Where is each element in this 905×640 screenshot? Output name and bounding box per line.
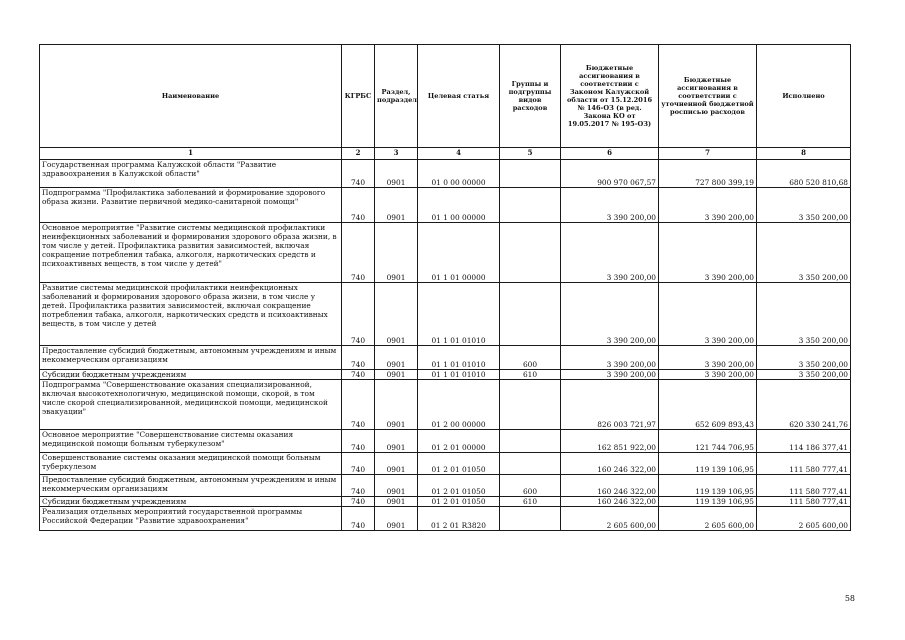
- kgrbs-cell: 740: [342, 370, 375, 380]
- expense-group-cell: [500, 507, 561, 531]
- executed-cell: 3 350 200,00: [757, 188, 851, 223]
- row-name: Предоставление субсидий бюджетным, автономным учреждениям и иным некоммерческим организациям: [40, 346, 342, 370]
- target-article-cell: 01 2 01 01050: [418, 497, 500, 507]
- section-cell: 0901: [375, 380, 418, 430]
- executed-cell: 620 330 241,76: [757, 380, 851, 430]
- section-cell: 0901: [375, 346, 418, 370]
- table-row: [40, 430, 851, 453]
- section-cell: 0901: [375, 453, 418, 475]
- target-article-cell: 01 1 01 00000: [418, 223, 500, 283]
- row-name: Предоставление субсидий бюджетным, автономным учреждениям и иным некоммерческим организациям: [40, 475, 342, 497]
- table-row: [40, 188, 851, 223]
- law-allocation-cell: 3 390 200,00: [561, 223, 659, 283]
- kgrbs-cell: 740: [342, 453, 375, 475]
- executed-cell: 2 605 600,00: [757, 507, 851, 531]
- header-name: Наименование: [40, 45, 342, 148]
- header-expense-group: Группы и подгруппы видов расходов: [500, 45, 561, 148]
- budget-execution-table: [39, 44, 851, 531]
- target-article-cell: 01 1 01 01010: [418, 346, 500, 370]
- kgrbs-cell: 740: [342, 497, 375, 507]
- section-cell: 0901: [375, 507, 418, 531]
- law-allocation-cell: 3 390 200,00: [561, 370, 659, 380]
- roster-allocation-cell: 119 139 106,95: [659, 453, 757, 475]
- expense-group-cell: [500, 223, 561, 283]
- law-allocation-cell: 3 390 200,00: [561, 188, 659, 223]
- target-article-cell: 01 1 00 00000: [418, 188, 500, 223]
- roster-allocation-cell: 3 390 200,00: [659, 346, 757, 370]
- kgrbs-cell: 740: [342, 346, 375, 370]
- roster-allocation-cell: 3 390 200,00: [659, 283, 757, 346]
- column-number: 3: [375, 148, 418, 160]
- table-header-row: [40, 45, 851, 148]
- kgrbs-cell: 740: [342, 507, 375, 531]
- column-number: 8: [757, 148, 851, 160]
- section-cell: 0901: [375, 497, 418, 507]
- roster-allocation-cell: 3 390 200,00: [659, 370, 757, 380]
- header-kgrbs: КГРБС: [342, 45, 375, 148]
- law-allocation-cell: 160 246 322,00: [561, 453, 659, 475]
- section-cell: 0901: [375, 188, 418, 223]
- target-article-cell: 01 1 01 01010: [418, 370, 500, 380]
- executed-cell: 111 580 777,41: [757, 475, 851, 497]
- header-law-allocations: Бюджетные ассигнования в соответствии с Законом Калужской области от 15.12.2016 № 146-ОЗ (в ред. Закона КО от 19.05.2017 № 195-ОЗ): [561, 45, 659, 148]
- law-allocation-cell: 162 851 922,00: [561, 430, 659, 453]
- expense-group-cell: 610: [500, 497, 561, 507]
- table-row: [40, 223, 851, 283]
- roster-allocation-cell: 121 744 706,95: [659, 430, 757, 453]
- table-row: [40, 283, 851, 346]
- row-name: Реализация отдельных мероприятий государственной программы Российской Федерации "Развитие здравоохранения": [40, 507, 342, 531]
- kgrbs-cell: 740: [342, 475, 375, 497]
- kgrbs-cell: 740: [342, 430, 375, 453]
- target-article-cell: 01 1 01 01010: [418, 283, 500, 346]
- executed-cell: 3 350 200,00: [757, 346, 851, 370]
- executed-cell: 111 580 777,41: [757, 497, 851, 507]
- row-name: Субсидии бюджетным учреждениям: [40, 497, 342, 507]
- table-body: [40, 160, 851, 531]
- executed-cell: 111 580 777,41: [757, 453, 851, 475]
- expense-group-cell: [500, 453, 561, 475]
- executed-cell: 114 186 377,41: [757, 430, 851, 453]
- table-row: [40, 346, 851, 370]
- target-article-cell: 01 0 00 00000: [418, 160, 500, 188]
- row-name: Основное мероприятие "Совершенствование системы оказания медицинской помощи больным туберкулезом": [40, 430, 342, 453]
- column-number: 7: [659, 148, 757, 160]
- section-cell: 0901: [375, 283, 418, 346]
- row-name: Государственная программа Калужской области "Развитие здравоохранения в Калужской области": [40, 160, 342, 188]
- law-allocation-cell: 3 390 200,00: [561, 346, 659, 370]
- roster-allocation-cell: 2 605 600,00: [659, 507, 757, 531]
- table-row: [40, 497, 851, 507]
- target-article-cell: 01 2 01 01050: [418, 453, 500, 475]
- header-executed: Исполнено: [757, 45, 851, 148]
- column-number: 6: [561, 148, 659, 160]
- table-row: [40, 370, 851, 380]
- header-section: Раздел, подраздел: [375, 45, 418, 148]
- expense-group-cell: 600: [500, 346, 561, 370]
- roster-allocation-cell: 3 390 200,00: [659, 188, 757, 223]
- page-number: 58: [844, 594, 855, 603]
- law-allocation-cell: 900 970 067,57: [561, 160, 659, 188]
- column-number: 5: [500, 148, 561, 160]
- expense-group-cell: 610: [500, 370, 561, 380]
- table-row: [40, 453, 851, 475]
- section-cell: 0901: [375, 223, 418, 283]
- executed-cell: 3 350 200,00: [757, 223, 851, 283]
- law-allocation-cell: 826 003 721,97: [561, 380, 659, 430]
- row-name: Совершенствование системы оказания медицинской помощи больным туберкулезом: [40, 453, 342, 475]
- roster-allocation-cell: 652 609 893,43: [659, 380, 757, 430]
- expense-group-cell: 600: [500, 475, 561, 497]
- table-row: [40, 507, 851, 531]
- table-row: [40, 475, 851, 497]
- law-allocation-cell: 160 246 322,00: [561, 475, 659, 497]
- target-article-cell: 01 2 00 00000: [418, 380, 500, 430]
- law-allocation-cell: 3 390 200,00: [561, 283, 659, 346]
- column-number: 2: [342, 148, 375, 160]
- law-allocation-cell: 160 246 322,00: [561, 497, 659, 507]
- kgrbs-cell: 740: [342, 223, 375, 283]
- executed-cell: 680 520 810,68: [757, 160, 851, 188]
- target-article-cell: 01 2 01 R3820: [418, 507, 500, 531]
- row-name: Основное мероприятие "Развитие системы медицинской профилактики неинфекционных заболеваний и формирования здорового образа жизни, в том числе у детей. Профилактика развития зависимостей, включая сокращение потребления табака, алкоголя, наркотических средств и психоактивных веществ, в том числе у детей": [40, 223, 342, 283]
- header-roster-allocations: Бюджетные ассигнования в соответствии с уточненной бюджетной росписью расходов: [659, 45, 757, 148]
- table-row: [40, 160, 851, 188]
- expense-group-cell: [500, 188, 561, 223]
- kgrbs-cell: 740: [342, 160, 375, 188]
- target-article-cell: 01 2 01 01050: [418, 475, 500, 497]
- row-name: Развитие системы медицинской профилактики неинфекционных заболеваний и формирования здорового образа жизни, в том числе у детей. Профилактика развития зависимостей, включая сокращение потребления табака, алкоголя, наркотических средств и психоактивных веществ, в том числе у детей: [40, 283, 342, 346]
- expense-group-cell: [500, 160, 561, 188]
- roster-allocation-cell: 119 139 106,95: [659, 475, 757, 497]
- roster-allocation-cell: 3 390 200,00: [659, 223, 757, 283]
- section-cell: 0901: [375, 475, 418, 497]
- table-row: [40, 380, 851, 430]
- executed-cell: 3 350 200,00: [757, 370, 851, 380]
- column-number-row: [40, 148, 851, 160]
- column-number: 1: [40, 148, 342, 160]
- section-cell: 0901: [375, 160, 418, 188]
- law-allocation-cell: 2 605 600,00: [561, 507, 659, 531]
- row-name: Субсидии бюджетным учреждениям: [40, 370, 342, 380]
- target-article-cell: 01 2 01 00000: [418, 430, 500, 453]
- expense-group-cell: [500, 283, 561, 346]
- row-name: Подпрограмма "Профилактика заболеваний и формирование здорового образа жизни. Развитие первичной медико-санитарной помощи": [40, 188, 342, 223]
- section-cell: 0901: [375, 430, 418, 453]
- column-number: 4: [418, 148, 500, 160]
- expense-group-cell: [500, 380, 561, 430]
- roster-allocation-cell: 119 139 106,95: [659, 497, 757, 507]
- kgrbs-cell: 740: [342, 380, 375, 430]
- header-target: Целевая статья: [418, 45, 500, 148]
- kgrbs-cell: 740: [342, 283, 375, 346]
- section-cell: 0901: [375, 370, 418, 380]
- expense-group-cell: [500, 430, 561, 453]
- row-name: Подпрограмма "Совершенствование оказания специализированной, включая высокотехнологичную, медицинской помощи, скорой, в том числе скорой специализированной, медицинской помощи, медицинской эвакуации": [40, 380, 342, 430]
- kgrbs-cell: 740: [342, 188, 375, 223]
- executed-cell: 3 350 200,00: [757, 283, 851, 346]
- roster-allocation-cell: 727 800 399,19: [659, 160, 757, 188]
